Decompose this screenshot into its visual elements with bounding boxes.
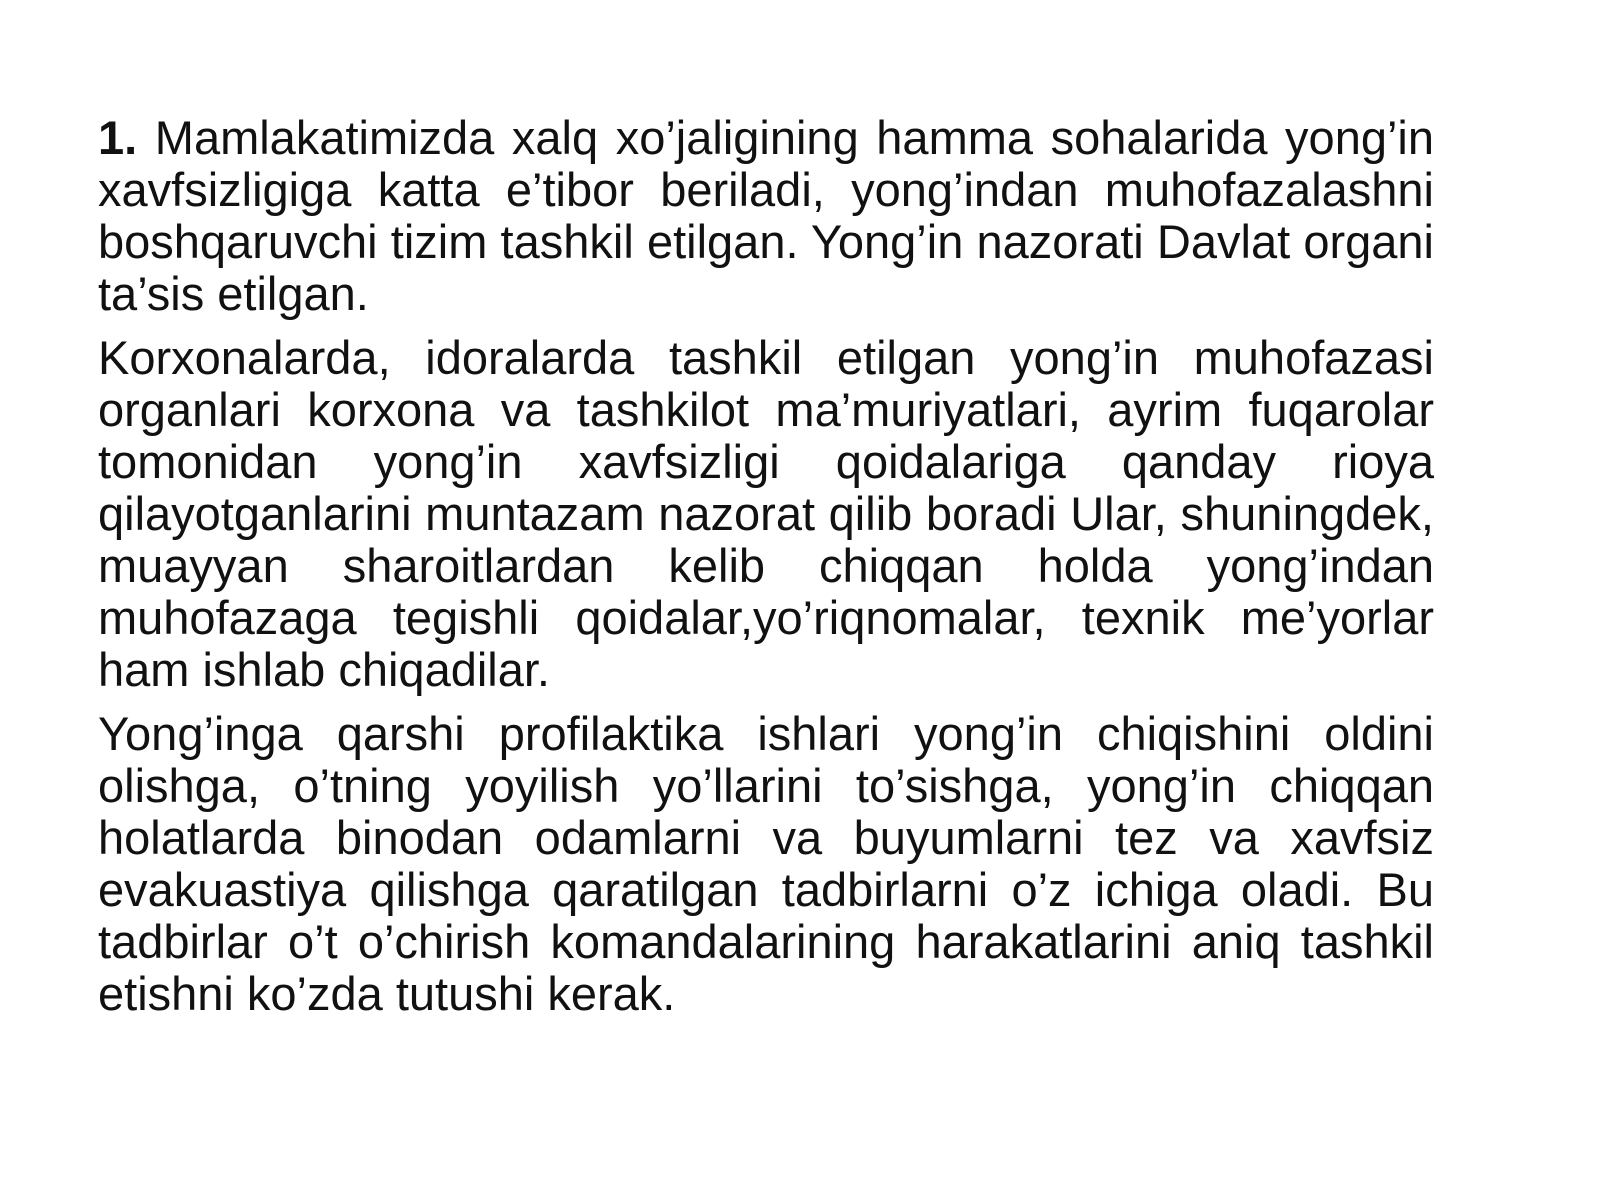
paragraph-1-text: Mamlakatimizda xalq xo’jaligining hamma sohalarida yong’in xavfsizligiga katta e’tibor beriladi, yong’indan muhofazalashni boshqaruvchi tizim tashkil etilgan. Yong’in nazorati Davlat organi ta’sis etilgan.	[98, 111, 1434, 320]
paragraph-3-text: Yong’inga qarshi profilaktika ishlari yong’in chiqishini oldini olishga, o’tning yoyilish yo’llarini to’sishga, yong’in chiqqan holatlarda binodan odamlarni va buyumlarni tez va xavfsiz evakuastiya qilishga qaratilgan tadbirlarni o’z ichiga oladi. Bu tadbirlar o’t o’chirish komandalarining harakatlarini aniq tashkil etishni ko’zda tutushi kerak.	[98, 707, 1434, 1020]
paragraph-2	[98, 332, 1434, 696]
text-body	[98, 112, 1434, 1032]
paragraph-2-text: Korxonalarda, idoralarda tashkil etilgan yong’in muhofazasi organlari korxona va tashkilot ma’muriyatlari, ayrim fuqarolar tomonidan yong’in xavfsizligi qoidalariga qanday rioya qilayotganlarini muntazam nazorat qilib boradi Ular, shuningdek, muayyan sharoitlardan kelib chiqqan holda yong’indan muhofazaga tegishli qoidalar,yo’riqnomalar, texnik me’yorlar ham ishlab chiqadilar.	[98, 331, 1434, 696]
paragraph-3	[98, 708, 1434, 1020]
paragraph-1	[98, 112, 1434, 320]
paragraph-number: 1.	[98, 111, 138, 164]
